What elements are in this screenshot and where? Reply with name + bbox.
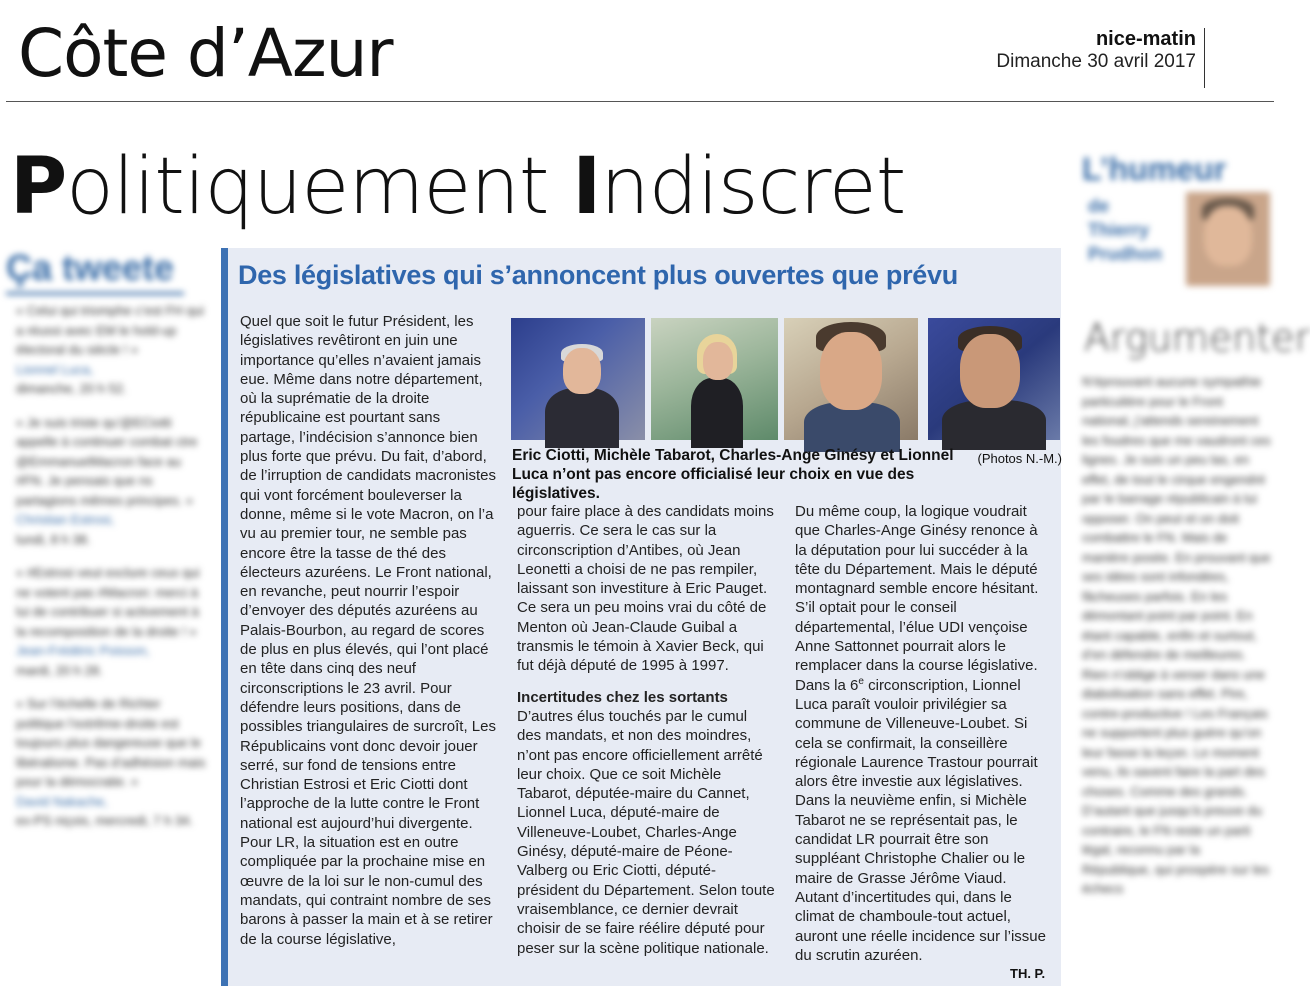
author-first-name: Thierry (1088, 220, 1150, 240)
ordinal-superscript: e (858, 675, 864, 687)
article-column-2-text-b: D’autres élus touchés par le cumul des mandats, et non des moindres, n’ont pas encore officiellement arrêté leur choix. Que ce soit Michèle Tabarot, députée-maire du Cannet, Lionnel Luca, député-maire de Villeneuve-Loubet, Charles-Ange Ginésy, député-maire de Péone-Valberg ou Eric Ciotti, député-président du Département. Selon toute vraisemblance, ce dernier devrait choisir de se faire réélire député pour peser sur la scène politique nationale. (517, 707, 775, 957)
photo-figure-body (545, 388, 619, 448)
humeur-author-block (1082, 188, 1272, 308)
heading-word-1: olitiquement (66, 142, 573, 232)
photo-charles-ange-ginesy (784, 318, 918, 440)
heading-cap-p: P (10, 142, 67, 232)
photo-michele-tabarot (651, 318, 778, 440)
article-column-2-text-a: pour faire place à des candidats moins aguerris. Ce sera le cas sur la circonscription d’Antibes, où Jean Leonetti a choisi de ne pas rempiler, laissant son investiture à Eric Pauget. Ce sera un peu moins vrai du côté de Menton où Jean-Claude Guibal a transmis le témoin à Xavier Beck, qui fut déjà député de 1995 à 1997. (517, 503, 774, 675)
tweets-column (6, 246, 206, 976)
tweet-text: « Sur l’échelle de Richter politique l’extrême-droite est toujours plus dangereuse que le libéralisme. Pas d’adhésion mais pour la démocratie. » (16, 696, 206, 789)
article-column-1: Quel que soit le futur Président, les législatives revêtiront en juin une importance qu’elles n’avaient jamais eue. Même dans notre département, où la suprématie de la droite républicaine est pourtant sans partage, l’indécision s’annonce bien plus forte que prévu. Du fait, d’abord, de l’irruption de candidats macronistes qui vont forcément bouleverser la donne, même si le vote Macron, on l’a vu au premier tour, ne semble pas encore être la tasse de thé des électeurs azuréens. Le Front national, en revanche, peut nourrir l’espoir d’envoyer des députés azuréens au Palais-Bourbon, au regard de scores de plus en plus élevés, qui l’ont placé en tête dans cinq des neuf circonscriptions le 23 avril. Pour défendre leurs positions, dans de possibles triangulaires de surcroît, Les Républicains vont donc devoir jouer serré, sur fond de tensions entre Christian Estrosi et Eric Ciotti dont l’approche de la lutte contre le Front national est aujourd’hui divergente. Pour LR, la situation est en outre compliquée par la prochaine mise en œuvre de la loi sur le non-cumul des mandats, qui contraint nombre de ses barons à passer la main et à se retirer de la course législative, (240, 313, 496, 948)
masthead (996, 28, 1196, 74)
heading-cap-i: I (572, 142, 601, 232)
tweet-item (6, 694, 206, 831)
tweet-text: « Je suis triste qu’@ECiotti appelle à continuer combat ctre @EmmanuelMacron face au #FN. Je pensais que ns partagions mêmes principes. » (16, 414, 198, 508)
tweet-item (6, 301, 206, 399)
tweet-author: Lionnel Luca, (16, 361, 94, 377)
tweet-time: ex-PS niçois, mercredi, 7 h 34. (16, 813, 194, 828)
author-portrait (1186, 192, 1270, 286)
tweet-item (6, 413, 206, 550)
article-column-3-text-a: Du même coup, la logique voudrait que Charles-Ange Ginésy renonce à la députation pour lui succéder à la tête du Département. Mais le député montagnard semble encore hésitant. S’il optait pour le conseil départemental, l’élue UDI vençoise Anne Sattonnet pourrait alors le remplacer dans la course législative. Dans la 6 (795, 503, 1039, 694)
photo-credit: (Photos N.-M.) (977, 451, 1062, 466)
photo-eric-ciotti (511, 318, 645, 440)
section-title: Côte d’Azur (18, 15, 393, 92)
photo-figure-head (960, 334, 1020, 408)
article-column-3-text-b: circonscription, Lionnel Luca paraît vouloir privilégier sa commune de Villeneuve-Loubet. Si cela se confirmait, la conseillère régionale Laurence Trastour pourrait alors être investie aux législatives. Dans la neuvième enfin, si Michèle Tabarot ne se représentait pas, le candidat LR pourrait être son suppléant Christophe Chalier ou le maire de Grasse Jérôme Viaud. Autant d’incertitudes qui, dans le climat de chamboule-tout actuel, auront une réelle incidence sur l’issue du scrutin azuréen. (795, 676, 1046, 964)
photo-figure-body (691, 378, 743, 448)
humeur-title: L’humeur (1082, 151, 1227, 187)
article-subhead: Incertitudes chez les sortants (517, 688, 728, 706)
tweet-time: mardi, 20 h 28. (16, 662, 103, 678)
photo-figure-head (820, 332, 882, 410)
article-signature: TH. P. (1010, 966, 1046, 981)
photo-caption-text: Eric Ciotti, Michèle Tabarot, Charles-Ange Ginésy et Lionnel Luca n’ont pas encore officialisé leur choix en vue des législatives. (512, 447, 954, 502)
tweet-time: dimanche, 20 h 52. (16, 381, 127, 396)
humeur-column (1082, 150, 1310, 980)
header-divider-vertical (1204, 28, 1205, 88)
newspaper-name: nice-matin (1095, 28, 1196, 50)
humeur-headline: Argumenter (1084, 316, 1310, 360)
article-column-2 (517, 502, 775, 958)
tweet-text: « #Estrosi veut exclure ceux qui ne votent pas #Macron: merci à lui de contribuer si activement à la recomposition de la droite ! » (16, 565, 200, 639)
heading-word-2: ndiscret (600, 142, 906, 232)
tweet-author: David Nakache, (16, 793, 108, 809)
photo-figure-head (703, 342, 733, 380)
tweets-title-rule (6, 292, 184, 295)
header-divider (6, 101, 1274, 102)
tweets-title: Ça tweete (6, 247, 175, 288)
humeur-body: N’éprouvant aucune sympathie particulière pour le Front national, j’attends sereinement les foudres que me vaudront ces lignes. Je suis un peu las, en effet, de tout le cirque engendré par le barrage républicain à lui opposer. On peut et on doit combattre le FN. Mais de manière posée. En prouvant que ses idées sont infondées, fâcheuses parfois. En les démontant point par point. En étant capable, enfin et surtout, d’en défendre de meilleures. Rien n’oblige à verser dans une diabolisation sans effet. Pire, contre-productive ! Les Français ne supportent plus guère qu’on leur fasse la leçon. Le moment venu, ils savent faire la part des choses. Comme des grands. D’autant que jusqu’à preuve du contraire, le FN reste un parti légal, reconnu par la République, qui prospère sur les échecs (1082, 374, 1271, 896)
tweet-item (6, 563, 206, 680)
humeur-author (1088, 194, 1162, 266)
article-column-3 (795, 502, 1053, 965)
tweet-author: Jean-Frédéric Poisson, (16, 643, 150, 658)
tweet-text: « Celui qui triomphe c’est FH qui a réussi avec EM le hold-up électoral du siècle ! » (16, 303, 204, 357)
tweet-time: lundi, 8 h 38. (16, 531, 91, 547)
portrait-face (1204, 206, 1252, 266)
author-prefix: de (1088, 196, 1110, 216)
page-heading (10, 142, 905, 232)
author-last-name: Prudhon (1088, 244, 1162, 264)
photo-lionnel-luca (928, 318, 1060, 440)
photo-figure-head (563, 348, 601, 394)
tweet-author: Christian Estrosi, (16, 512, 115, 527)
issue-date: Dimanche 30 avril 2017 (996, 51, 1196, 72)
photo-caption (512, 446, 1062, 503)
article-accent-bar (221, 248, 228, 986)
article-title: Des législatives qui s’annoncent plus ouvertes que prévu (238, 260, 958, 290)
